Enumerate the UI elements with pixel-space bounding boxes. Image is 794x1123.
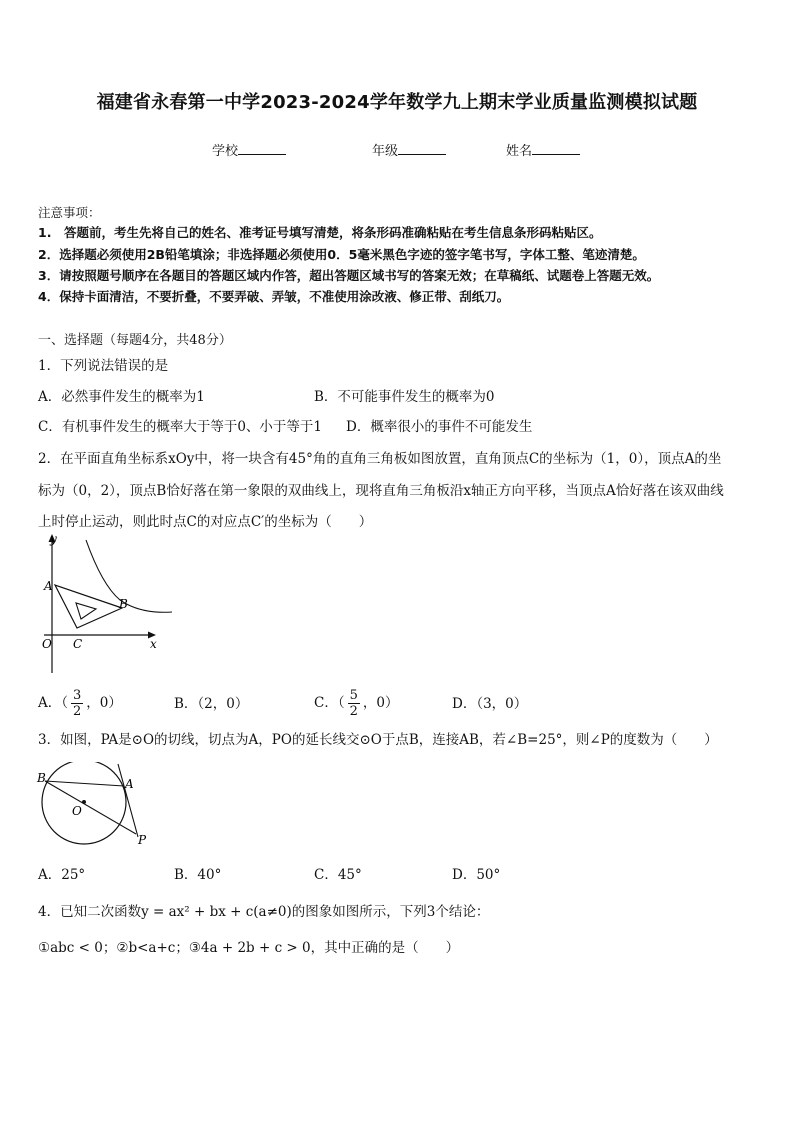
name-field [506,140,580,159]
label-x: x [150,637,157,651]
q2-option-c: C．（ $\frac{5}{2}$ ，0） [314,688,399,719]
label-a: A [125,777,134,791]
q2-option-b: B．（2，0） [174,696,249,712]
fraction-five-halves: $\frac{5}{2}$ [349,688,358,719]
label-o: O [72,804,82,818]
label-a: A [44,579,53,593]
q2-option-d: D．（3，0） [452,696,528,712]
q1-stem: 1．下列说法错误的是 [38,358,169,374]
grade-blank [398,142,446,155]
school-blank [238,142,286,155]
note-item-1: 1. 答题前，考生先将自己的姓名、准考证号填写清楚，将条形码准确粘贴在考生信息条形码粘贴区。 [38,225,602,240]
segment-bp [45,781,136,834]
hyperbola-curve [86,540,172,612]
name-label: 姓名 [506,144,533,159]
section-heading: 一、选择题（每题4分，共48分） [38,333,232,348]
q1-option-c: C．有机事件发生的概率大于等于0、小于等于1 [38,419,323,435]
label-o: O [42,637,52,651]
segment-ab [45,781,124,786]
label-c: C [73,637,83,651]
q2-line-1: 2．在平面直角坐标系xOy中，将一块含有45°角的直角三角板如图放置，直角顶点C的坐标为（1，0），顶点A的坐 [38,451,722,467]
label-p: P [138,833,147,847]
q2-option-a: A．（ $\frac{3}{2}$ ，0） [38,688,122,719]
label-b: B [119,597,128,611]
triangle-hole [76,603,96,619]
q1-option-b: B．不可能事件发生的概率为0 [314,389,495,405]
label-b: B [37,771,46,785]
q2-figure [32,530,182,682]
school-label: 学校 [212,144,239,159]
q3-option-b: B．40° [174,867,222,883]
q4-conclusions: ①abc < 0；②b<a+c；③4a + 2b + c > 0，其中正确的是（ ） [38,940,460,956]
grade-field [372,140,446,159]
name-blank [532,142,580,155]
school-field [212,140,286,159]
q1-option-a: A．必然事件发生的概率为1 [38,389,205,405]
q3-option-c: C．45° [314,867,362,883]
note-item-2: 2．选择题必须使用2B铅笔填涂；非选择题必须使用0．5毫米黑色字迹的签字笔书写，字体工整、笔迹清楚。 [38,247,645,262]
q4-stem: 4．已知二次函数y = ax² + bx + c(a≠0)的图象如图所示，下列3个结论： [38,904,490,920]
q3-figure [32,762,162,852]
q3-option-a: A．25° [38,867,86,883]
q3-stem: 3．如图，PA是⊙O的切线，切点为A，PO的延长线交⊙O于点B，连接AB，若∠B=25°，则∠P的度数为（ ） [38,732,718,748]
q3-option-d: D．50° [452,867,501,883]
page-title: 福建省永春第一中学2023-2024学年数学九上期末学业质量监测模拟试题 [96,92,698,113]
q2-line-2: 标为（0，2），顶点B恰好落在第一象限的双曲线上，现将直角三角板沿x轴正方向平移，当顶点A恰好落在该双曲线 [38,483,724,499]
grade-label: 年级 [372,144,399,159]
center-point [82,800,86,804]
q1-option-d: D．概率很小的事件不可能发生 [346,419,533,435]
tangent-pa [118,764,138,837]
q2-line-3: 上时停止运动，则此时点C的对应点C′的坐标为（ ） [38,514,373,530]
fraction-three-halves: $\frac{3}{2}$ [73,688,82,719]
note-item-4: 4．保持卡面清洁，不要折叠，不要弄破、弄皱，不准使用涂改液、修正带、刮纸刀。 [38,289,510,304]
note-item-3: 3．请按照题号顺序在各题目的答题区域内作答，超出答题区域书写的答案无效；在草稿纸、试题卷上答题无效。 [38,268,660,283]
label-y: y [50,532,57,546]
notes-heading: 注意事项： [38,205,101,220]
